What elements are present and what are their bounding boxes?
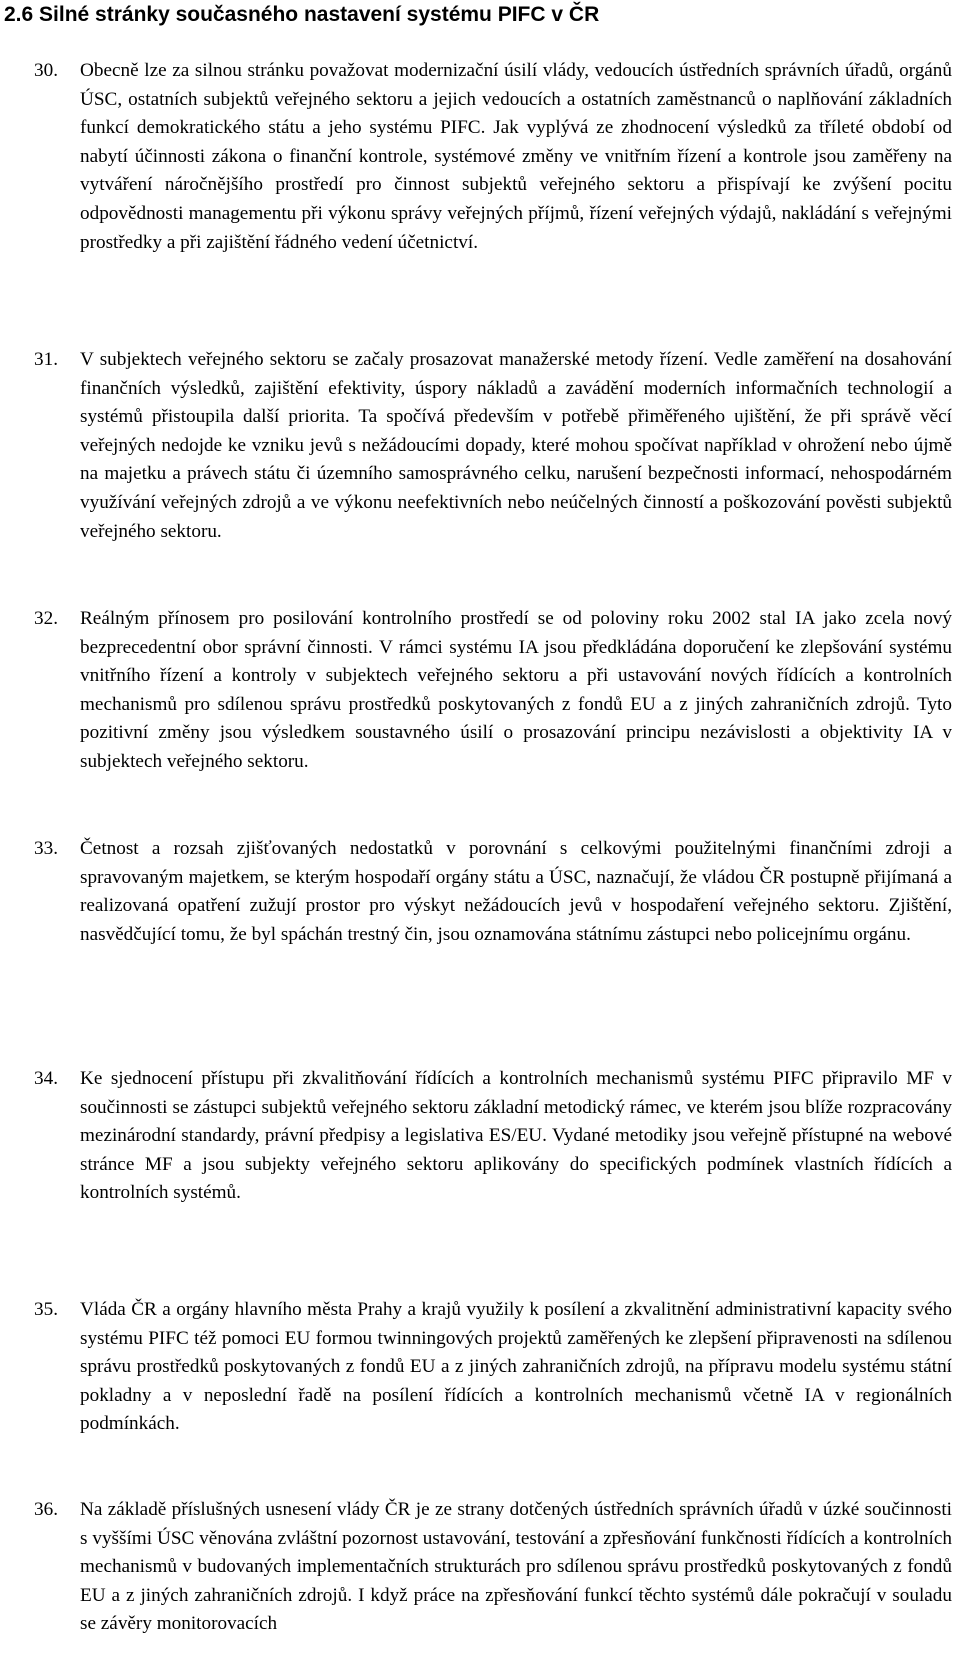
paragraph-text: Ke sjednocení přístupu při zkvalitňování řídících a kontrolních mechanismů systému PIFC připravilo MF v součinnosti se zástupci subjektů veřejného sektoru základní metodický rámec, ve kterém jsou blíže rozpracovány mezinárodní standardy, právní předpisy a legislativa ES/EU. Vydané metodiky jsou veřejně přístupné na webové stránce MF a jsou subjekty veřejného sektoru aplikovány do specifických podmínek vlastních řídících a kontrolních systémů.: [80, 1068, 952, 1204]
paragraph-number: 30.: [34, 60, 58, 81]
paragraph-30: [34, 57, 952, 257]
section-heading: 2.6 Silné stránky současného nastavení systému PIFC v ČR: [4, 3, 600, 26]
paragraph-33: [34, 835, 952, 949]
paragraph-number: 33.: [34, 838, 58, 859]
paragraph-number: 32.: [34, 608, 58, 629]
paragraph-35: [34, 1296, 952, 1439]
paragraph-34: [34, 1065, 952, 1208]
paragraph-number: 36.: [34, 1499, 58, 1520]
paragraph-number: 34.: [34, 1068, 58, 1089]
paragraph-text: Na základě příslušných usnesení vlády ČR je ze strany dotčených ústředních správních úřadů v úzké součinnosti s vyššími ÚSC věnována zvláštní pozornost ustavování, testování a zpřesňování funkčnosti řídících a kontrolních mechanismů v budovaných implementačních strukturách pro sdílenou správu prostředků poskytovaných z fondů EU a z jiných zahraničních zdrojů. I když práce na zpřesňování funkcí těchto systémů dále pokračují v souladu se závěry monitorovacích: [80, 1499, 952, 1635]
paragraph-text: Vláda ČR a orgány hlavního města Prahy a krajů využily k posílení a zkvalitnění administrativní kapacity svého systému PIFC též pomoci EU formou twinningových projektů zaměřených ke zlepšení připravenosti na sdílenou správu prostředků poskytovaných z fondů EU a z jiných zahraničních zdrojů, na přípravu modelu systému státní pokladny a v neposlední řadě na posílení řídících a kontrolních mechanismů včetně IA v regionálních podmínkách.: [80, 1299, 952, 1435]
paragraph-32: [34, 605, 952, 777]
paragraph-text: Obecně lze za silnou stránku považovat modernizační úsilí vlády, vedoucích ústředních správních úřadů, orgánů ÚSC, ostatních subjektů veřejného sektoru a jejich vedoucích a ostatních zaměstnanců o naplňování základních funkcí demokratického státu a jeho systému PIFC. Jak vyplývá ze zhodnocení výsledků za tříleté období od nabytí účinnosti zákona o finanční kontrole, systémové změny ve vnitřním řízení a kontrole jsou zaměřeny na vytváření náročnějšího prostředí pro činnost subjektů veřejného sektoru a přispívají ke zvýšení pocitu odpovědnosti managementu při výkonu správy veřejných příjmů, řízení veřejných výdajů, nakládání s veřejnými prostředky a při zajištění řádného vedení účetnictví.: [80, 60, 952, 253]
paragraph-number: 35.: [34, 1299, 58, 1320]
paragraph-text: Reálným přínosem pro posilování kontrolního prostředí se od poloviny roku 2002 stal IA jako zcela nový bezprecedentní obor správní činnosti. V rámci systému IA jsou předkládána doporučení ke zlepšování systému vnitřního řízení a kontroly v subjektech veřejného sektoru a při ustavování nových řídících a kontrolních mechanismů pro sdílenou správu prostředků poskytovaných z fondů EU a z jiných zahraničních zdrojů. Tyto pozitivní změny jsou výsledkem soustavného úsilí o prosazování principu nezávislosti a objektivity IA v subjektech veřejného sektoru.: [80, 608, 952, 772]
paragraph-text: V subjektech veřejného sektoru se začaly prosazovat manažerské metody řízení. Vedle zaměření na dosahování finančních výsledků, zajištění efektivity, úspory nákladů a zavádění moderních informačních technologií a systémů přistoupila další priorita. Ta spočívá především v potřebě přiměřeného ujištění, že při správě věcí veřejných nedojde ke vzniku jevů s nežádoucími dopady, které mohou spočívat například v ohrožení nebo újmě na majetku a právech státu či územního samosprávného celku, narušení bezpečnosti informací, nehospodárném využívání veřejných zdrojů a ve výkonu neefektivních nebo neúčelných činností a poškozování pověsti subjektů veřejného sektoru.: [80, 349, 952, 542]
paragraph-36: [34, 1496, 952, 1639]
paragraph-31: [34, 346, 952, 546]
paragraph-number: 31.: [34, 349, 58, 370]
paragraph-text: Četnost a rozsah zjišťovaných nedostatků v porovnání s celkovými použitelnými finančními zdroji a spravovaným majetkem, se kterým hospodaří orgány státu a ÚSC, naznačují, že vládou ČR postupně přijímaná a realizovaná opatření zužují prostor pro výskyt nežádoucích jevů v hospodaření veřejného sektoru. Zjištění, nasvědčující tomu, že byl spáchán trestný čin, jsou oznamována státnímu zástupci nebo policejnímu orgánu.: [80, 838, 952, 945]
